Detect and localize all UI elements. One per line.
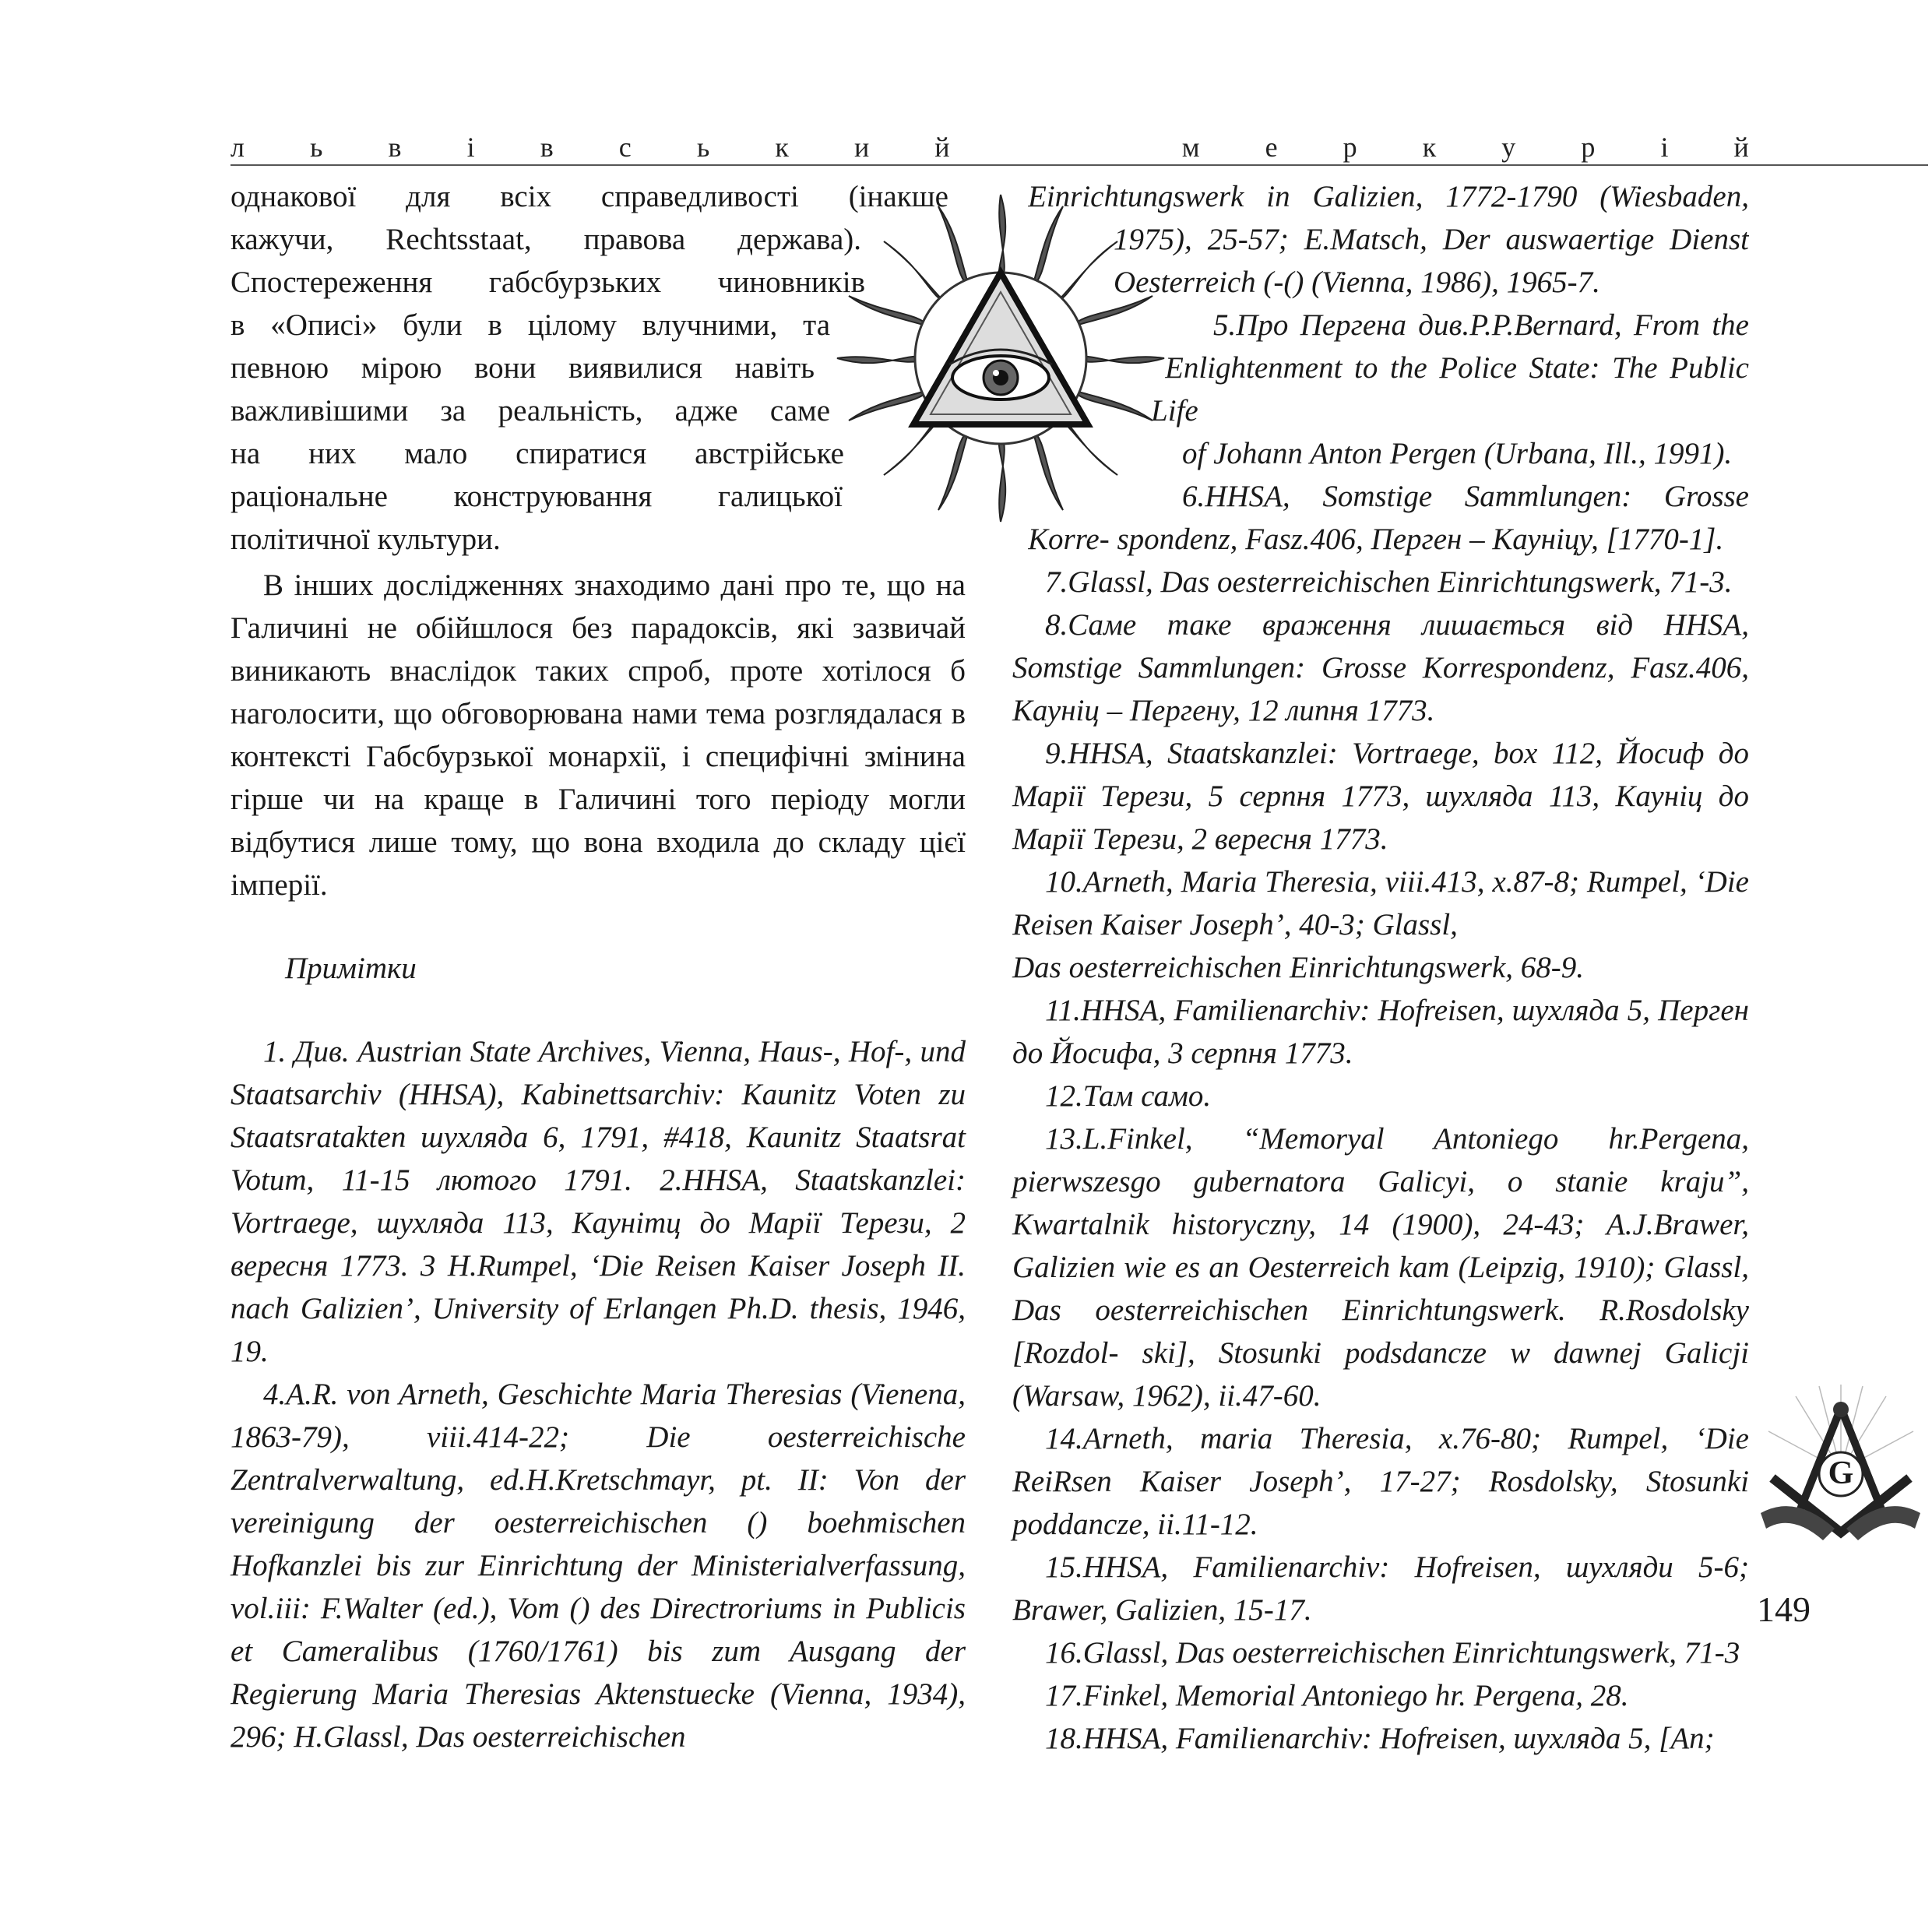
text-line: раціональне конструювання галицької [231, 480, 843, 513]
footnote: 18.HHSA, Familienarchiv: Hofreisen, шухляда 5, [An; [1045, 1722, 1715, 1755]
footnote: 9.HHSA, Staatskanzlei: Vortraege, box 112, Йосиф до Марії Терези, 5 серпня 1773, шухляда 113, Кауніц до Марії Терези, 2 вересня 1773. [1012, 737, 1749, 856]
header-letter: к [1422, 132, 1437, 163]
footnote: 7.Glassl, Das oesterreichischen Einrichtungswerk, 71-3. [1045, 565, 1733, 599]
footnote: 12.Там само. [1045, 1079, 1212, 1113]
footnote: 13.L.Finkel, “Memoryal Antoniego hr.Pergena, pierwszesgo gubernatora Galicyi, o stanie kraju”, Kwartalnik historyczny, 14 (1900), 24-43; A.J.Brawer, Galizien wie es an Oesterreich kam (Leipzig, 1910); Glassl, Das oesterreichischen Einrichtungswerk. R.Rosdolsky [Rozdol- ski], Stosunki podsdancze w dawnej Galicji (Warsaw, 1962), ii.47-60. [1012, 1122, 1749, 1413]
text-line: в «Описі» були в цілому влучними, та [231, 308, 830, 342]
text-line: Life [1151, 394, 1198, 428]
footnote: 4.A.R. von Arneth, Geschichte Maria Theresias (Vienena, 1863-79), viii.414-22; Die oesterreichische Zentralverwaltung, ed.H.Kretschmayr, pt. II: Von der vereinigung der oesterreichischen () boehmischen Hofkanzlei bis zur Einrichtung der Ministerialverfassung, vol.iii: F.Walter (ed.), Vom () des Directroriums in Publicis et Cameralibus (1760/1761) bis zum Ausgang der Regierung Maria Theresias Aktenstuecke (Vienna, 1934), 296; H.Glassl, Das oesterreichischen [231, 1378, 966, 1754]
text-line: 5.Про Пергена див.P.P.Bernard, From the [1213, 308, 1749, 342]
header-letter: и [853, 132, 870, 163]
header-letter: в [540, 132, 554, 163]
footnote: 1. Див. Austrian State Archives, Vienna, Haus-, Hof-, und Staatsarchiv (HHSA), Kabinettsarchiv: Kaunitz Voten zu Staatsratakten шухляда 6, 1791, #418, Kaunitz Staatsrat Votum, 11-15 лютого 1791. 2.HHSA, Staatskanzlei: Vortraege, шухляда 113, Каунітц до Марії Терези, 2 вересня 1773. 3 H.Rumpel, ‘Die Reisen Kaiser Joseph II. nach Galizien’, University of Erlangen Ph.D. thesis, 1946, 19. [231, 1035, 966, 1368]
text-line: Einrichtungswerk in Galizien, 1772-1790 (Wiesbaden, [1028, 180, 1749, 213]
eye-of-providence-icon [829, 191, 1172, 526]
page-number: 149 [1757, 1589, 1811, 1629]
footnote: 14.Arneth, maria Theresia, x.76-80; Rumpel, ‘Die ReiRsen Kaiser Joseph’, 17-27; Rosdolsky, Stosunki poddancze, ii.11-12. [1012, 1422, 1749, 1541]
header-letter: й [934, 132, 950, 163]
running-header [231, 131, 1749, 168]
text-line: певною мірою вони виявилися навіть [231, 351, 815, 385]
footnote: 10.Arneth, Maria Theresia, viii.413, x.87-8; Rumpel, ‘Die Reisen Kaiser Joseph’, 40-3; Glassl, [1012, 865, 1749, 941]
header-letter: л [231, 132, 245, 163]
header-letter: с [618, 132, 632, 163]
header-letter: в [388, 132, 402, 163]
header-rule [231, 164, 1749, 166]
footnote: 11.HHSA, Familienarchiv: Hofreisen, шухляда 5, Перген до Йосифа, 3 серпня 1773. [1012, 994, 1749, 1070]
footnote: 17.Finkel, Memorial Antoniego hr. Pergena, 28. [1045, 1679, 1629, 1712]
header-rule-extension [1749, 164, 1928, 166]
footnote: 15.HHSA, Familienarchiv: Hofreisen, шухляди 5-6; Brawer, Galizien, 15-17. [1012, 1550, 1749, 1627]
text-line: 6.HHSA, Somstige Sammlungen: Grosse [1182, 480, 1749, 513]
text-line: Korre- spondenz, Fasz.406, Перген – Кауніцу, [1770-1]. [1028, 523, 1724, 556]
header-letter: к [775, 132, 789, 163]
notes-heading: Примітки [285, 952, 417, 985]
footnote: 8.Саме таке враження лишається від HHSA, Somstige Sammlungen: Grosse Korrespondenz, Fasz.406, Кауніц – Пергену, 12 липня 1773. [1012, 608, 1749, 727]
header-letter: і [466, 132, 475, 163]
header-letter: р [1581, 132, 1596, 163]
text-line: Спостереження габсбурзьких чиновників [231, 266, 865, 299]
footnote: 16.Glassl, Das oesterreichischen Einrichtungswerk, 71-3 [1045, 1636, 1740, 1670]
header-letter: ь [310, 132, 323, 163]
header-letter: е [1265, 132, 1278, 163]
header-letter: й [1733, 132, 1749, 163]
body-paragraph: В інших дослідженнях знаходимо дані про те, що на Галичині не обійшлося без парадоксів, які зазвичай виникають внаслідок таких спроб, проте хотілося б наголосити, що обговорювана нами тема розглядалася в контексті Габсбурзької монархії, і специфічні змінина гірше чи на краще в Галичині того періоду могли відбутися лише тому, що вона входила до складу цієї імперії. [231, 568, 966, 902]
text-line: 1975), 25-57; E.Matsch, Der auswaertige Dienst [1114, 223, 1749, 256]
header-letter: і [1660, 132, 1669, 163]
header-letter: м [1181, 132, 1200, 163]
text-line: на них мало спиратися австрійське [231, 437, 844, 470]
header-word-gap [1015, 131, 1117, 164]
mason-letter: G [1828, 1455, 1854, 1491]
text-line: Enlightenment to the Police State: The Public [1165, 351, 1749, 385]
text-line: кажучи, Rechtsstaat, правова держава). [231, 223, 861, 256]
text-line: однакової для всіх справедливості (інакше [231, 180, 948, 213]
footnote-continuation: Das oesterreichischen Einrichtungswerk, 68-9. [1012, 951, 1585, 984]
running-header-title [231, 131, 1749, 164]
text-line: політичної культури. [231, 523, 501, 556]
header-letter: у [1501, 132, 1516, 163]
header-letter: ь [696, 132, 710, 163]
text-line: важливішими за реальність, адже саме [231, 394, 830, 428]
text-line: Oesterreich (-() (Vienna, 1986), 1965-7. [1114, 266, 1600, 299]
header-letter: р [1343, 132, 1357, 163]
text-line: of Johann Anton Pergen (Urbana, Ill., 1991). [1182, 437, 1733, 470]
